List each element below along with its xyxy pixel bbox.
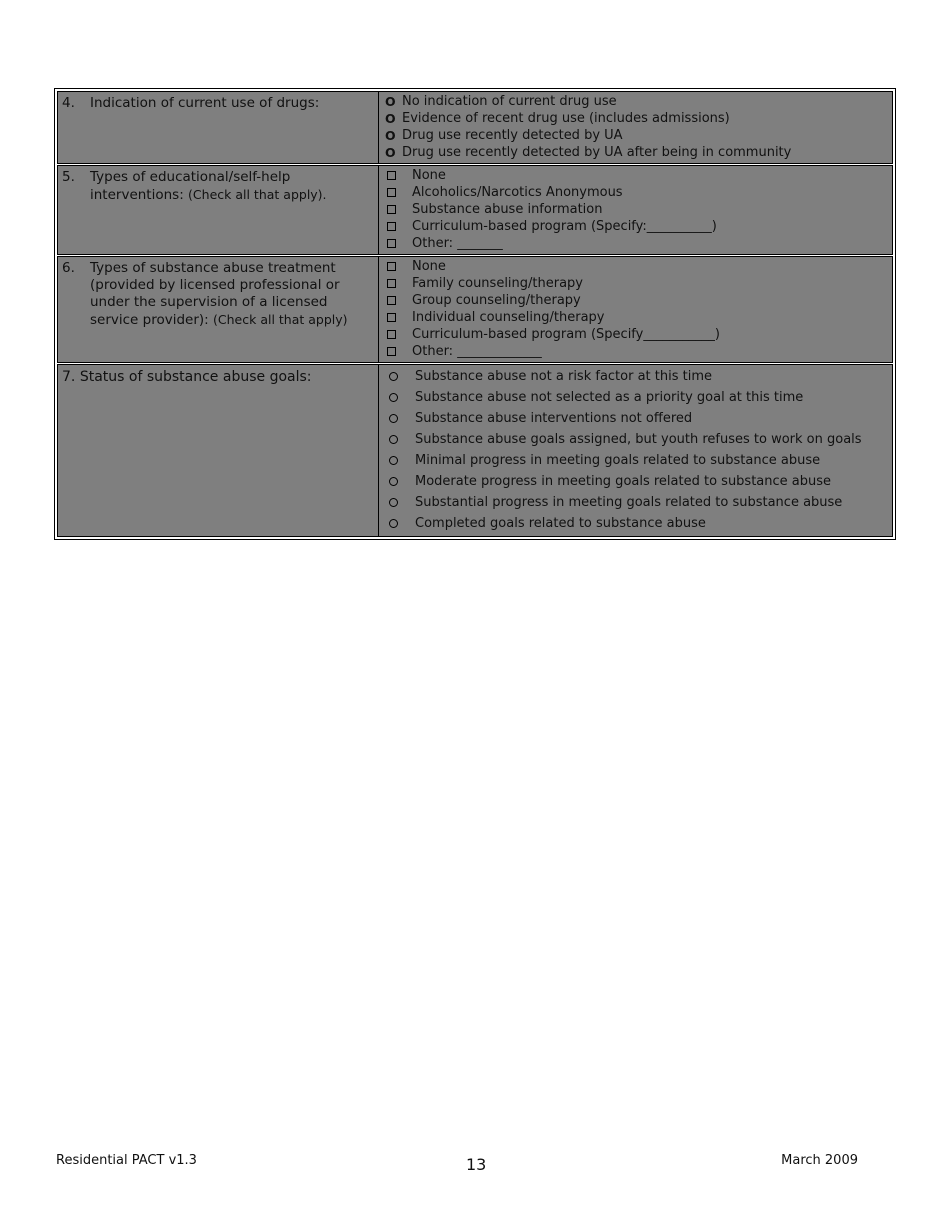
radio-option[interactable]	[385, 513, 888, 534]
radio-circle-icon[interactable]	[389, 519, 398, 528]
option-label: Completed goals related to substance abuse	[415, 516, 706, 531]
checkbox-icon[interactable]	[387, 296, 396, 305]
option-label: Alcoholics/Narcotics Anonymous	[412, 185, 623, 200]
checkbox-option[interactable]	[385, 167, 888, 184]
option-label: Other: _____________	[412, 344, 542, 359]
checkbox-icon[interactable]	[387, 222, 396, 231]
radio-option[interactable]	[385, 387, 888, 408]
option-label: Individual counseling/therapy	[412, 310, 605, 325]
checkbox-icon[interactable]	[387, 239, 396, 248]
question-hint: (Check all that apply).	[188, 187, 327, 202]
checkbox-icon[interactable]	[387, 313, 396, 322]
radio-option[interactable]	[385, 450, 888, 471]
checkbox-option[interactable]	[385, 326, 888, 343]
option-label: Substance abuse not a risk factor at this time	[415, 369, 713, 384]
radio-option[interactable]	[385, 93, 888, 110]
question-row-4	[57, 91, 893, 164]
radio-option[interactable]	[385, 429, 888, 450]
radio-option[interactable]	[385, 471, 888, 492]
option-label: Curriculum-based program (Specify:__________)	[412, 219, 717, 234]
checkbox-icon[interactable]	[387, 347, 396, 356]
checkbox-option[interactable]	[385, 218, 888, 235]
question-cell-6	[58, 257, 379, 362]
option-label: No indication of current drug use	[402, 94, 617, 109]
checkbox-icon[interactable]	[387, 279, 396, 288]
radio-circle-icon[interactable]	[389, 414, 398, 423]
radio-circle-icon[interactable]	[389, 435, 398, 444]
option-label: Substance abuse information	[412, 202, 603, 217]
question-text: Indication of current use of drugs:	[90, 95, 320, 111]
radio-circle-icon[interactable]	[389, 372, 398, 381]
option-label: Minimal progress in meeting goals related to substance abuse	[415, 453, 821, 468]
checkbox-icon[interactable]	[387, 188, 396, 197]
answer-cell-6	[379, 257, 892, 362]
question-row-5	[57, 165, 893, 255]
checkbox-icon[interactable]	[387, 330, 396, 339]
radio-circle-icon[interactable]	[389, 477, 398, 486]
question-cell-7	[58, 365, 379, 536]
answer-cell-5	[379, 166, 892, 254]
question-cell-5	[58, 166, 379, 254]
option-label: Moderate progress in meeting goals related to substance abuse	[415, 474, 832, 489]
footer-date: March 2009	[781, 1153, 858, 1168]
checkbox-option[interactable]	[385, 184, 888, 201]
question-number: 4.	[62, 95, 75, 111]
option-label: Group counseling/therapy	[412, 293, 581, 308]
radio-icon: O	[385, 111, 396, 126]
option-label: Substance abuse not selected as a priority goal at this time	[415, 390, 804, 405]
checkbox-icon[interactable]	[387, 171, 396, 180]
option-label: Other: _______	[412, 236, 503, 251]
checkbox-option[interactable]	[385, 258, 888, 275]
assessment-table	[54, 88, 896, 540]
checkbox-icon[interactable]	[387, 205, 396, 214]
option-label: None	[412, 168, 446, 183]
footer-document-title: Residential PACT v1.3	[56, 1153, 197, 1168]
option-label: None	[412, 259, 446, 274]
option-label: Curriculum-based program (Specify___________)	[412, 327, 720, 342]
question-text: Types of substance abuse treatment (provided by licensed professional or under the supervision of a licensed service provider):	[90, 260, 340, 328]
radio-option[interactable]	[385, 408, 888, 429]
radio-circle-icon[interactable]	[389, 498, 398, 507]
footer-page-number: 13	[466, 1155, 487, 1174]
checkbox-option[interactable]	[385, 343, 888, 360]
radio-option[interactable]	[385, 492, 888, 513]
radio-option[interactable]	[385, 366, 888, 387]
option-label: Substance abuse goals assigned, but youth refuses to work on goals	[415, 432, 862, 447]
question-number: 7.	[62, 369, 76, 385]
option-label: Drug use recently detected by UA after being in community	[402, 145, 792, 160]
checkbox-option[interactable]	[385, 235, 888, 252]
question-row-6	[57, 256, 893, 363]
option-label: Evidence of recent drug use (includes admissions)	[402, 111, 730, 126]
radio-option[interactable]	[385, 110, 888, 127]
question-number: 5.	[62, 169, 75, 185]
option-label: Drug use recently detected by UA	[402, 128, 623, 143]
radio-icon: O	[385, 94, 396, 109]
answer-cell-4	[379, 92, 892, 163]
question-text: Status of substance abuse goals:	[79, 369, 312, 385]
question-row-7	[57, 364, 893, 537]
option-label: Substantial progress in meeting goals related to substance abuse	[415, 495, 843, 510]
option-label: Substance abuse interventions not offered	[415, 411, 693, 426]
answer-cell-7	[379, 365, 892, 536]
checkbox-icon[interactable]	[387, 262, 396, 271]
checkbox-option[interactable]	[385, 292, 888, 309]
checkbox-option[interactable]	[385, 309, 888, 326]
radio-circle-icon[interactable]	[389, 456, 398, 465]
radio-option[interactable]	[385, 144, 888, 161]
radio-circle-icon[interactable]	[389, 393, 398, 402]
radio-icon: O	[385, 128, 396, 143]
option-label: Family counseling/therapy	[412, 276, 583, 291]
question-text: Types of educational/self-help interventions:	[90, 169, 291, 203]
radio-icon: O	[385, 145, 396, 160]
checkbox-option[interactable]	[385, 275, 888, 292]
question-cell-4	[58, 92, 379, 163]
question-number: 6.	[62, 260, 75, 276]
checkbox-option[interactable]	[385, 201, 888, 218]
question-hint: (Check all that apply)	[213, 312, 348, 327]
radio-option[interactable]	[385, 127, 888, 144]
